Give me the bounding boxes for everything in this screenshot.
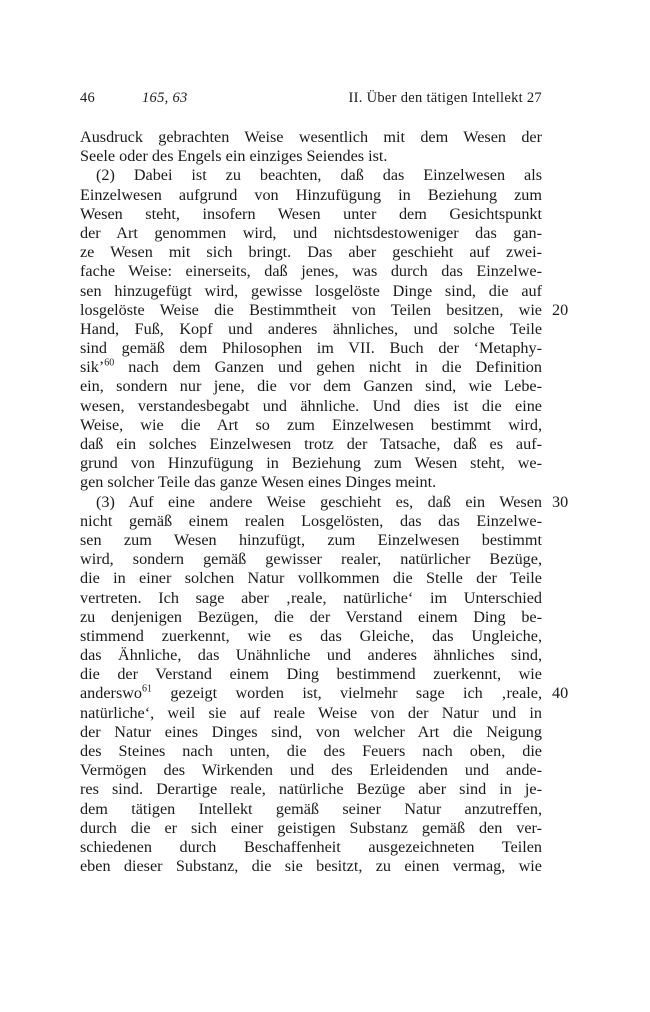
text-line — [80, 550, 542, 569]
text-line — [80, 761, 542, 780]
line-text-continuation: gezeigt worden ist, vielmehr sage ich ‚reale, — [152, 684, 542, 703]
text-line — [80, 205, 542, 224]
text-line — [80, 665, 542, 684]
margin-line-number: 30 — [552, 492, 569, 511]
line-text: schiedenen durch Beschaffenheit ausgezeichneten Teilen — [80, 837, 542, 856]
text-line — [80, 243, 542, 262]
line-text-continuation: nach dem Ganzen und gehen nicht in die Definition — [114, 358, 542, 377]
line-text: das Ähnliche, das Unähnliche und anderes ähnliches sind, — [80, 646, 542, 665]
text-line — [80, 473, 542, 492]
text-line — [80, 166, 542, 185]
line-text: sen hinzugefügt wird, gewisse losgelöste Dinge sind, die auf — [80, 281, 542, 300]
edition-reference: 165, 63 — [142, 90, 188, 106]
text-line — [80, 512, 542, 531]
line-text: durch die er sich einer geistigen Substanz gemäß den ver- — [80, 818, 542, 837]
running-header — [80, 90, 542, 112]
text-line — [80, 531, 542, 550]
line-text: anderswo — [80, 684, 143, 703]
text-line — [80, 684, 569, 703]
line-text: fache Weise: einerseits, daß jenes, was durch das Einzelwe- — [80, 262, 542, 281]
line-text: Vermögen des Wirkenden und des Erleidenden und ande- — [80, 761, 542, 780]
line-text: vertreten. Ich sage aber ‚reale, natürliche‘ im Unterschied — [80, 588, 542, 607]
line-text: daß ein solches Einzelwesen trotz der Tatsache, daß es auf- — [80, 435, 542, 453]
margin-line-number: 20 — [552, 300, 569, 319]
text-line — [80, 147, 542, 166]
text-line — [80, 569, 542, 588]
text-line — [80, 608, 542, 627]
footnote-marker: 60 — [104, 357, 115, 369]
text-line — [80, 723, 542, 742]
text-line — [80, 377, 542, 396]
text-line — [80, 224, 542, 243]
line-text: Einzelwesen aufgrund von Hinzufügung in Beziehung zum — [80, 185, 542, 204]
line-text: wesen, verstandesbegabt und ähnliche. Und dies ist die eine — [80, 396, 542, 415]
text-line — [80, 262, 542, 281]
text-line — [80, 589, 542, 608]
text-line — [80, 627, 542, 646]
line-text: der Art genommen wird, und nichtsdestoweniger das gan- — [80, 223, 542, 242]
line-text: eben dieser Substanz, die sie besitzt, zu einen vermag, wie — [80, 857, 542, 876]
line-text: res sind. Derartige reale, natürliche Bezüge aber sind in je- — [80, 780, 542, 799]
margin-line-number: 40 — [552, 684, 569, 703]
line-text: sind gemäß dem Philosophen im VII. Buch der ‘Metaphy- — [80, 339, 542, 358]
line-text: gen solcher Teile das ganze Wesen eines Dinges meint. — [80, 473, 437, 492]
text-line — [80, 742, 542, 761]
text-line — [80, 435, 542, 454]
text-line — [80, 819, 542, 838]
body-text — [80, 128, 569, 876]
text-line — [80, 704, 542, 723]
line-text: Ausdruck gebrachten Weise wesentlich mit dem Wesen der — [80, 128, 542, 146]
line-text: natürliche‘, weil sie auf reale Weise von der Natur und in — [80, 703, 542, 722]
text-line — [80, 282, 542, 301]
line-text: sik’ — [80, 358, 105, 377]
line-text: zu denjenigen Bezügen, die der Verstand einem Ding be- — [80, 607, 542, 626]
text-line — [80, 492, 569, 512]
line-text: Seele oder des Engels ein einziges Seiendes ist. — [80, 147, 388, 166]
text-line — [80, 800, 542, 819]
footnote-marker: 61 — [142, 684, 153, 696]
line-text: ze Wesen mit sich bringt. Das aber geschieht auf zwei- — [80, 243, 542, 262]
text-line — [80, 358, 542, 377]
text-line — [80, 397, 542, 416]
page-number: 46 — [80, 90, 96, 106]
line-text: stimmend zuerkennt, wie es das Gleiche, das Ungleiche, — [80, 626, 542, 645]
line-text: dem tätigen Intellekt gemäß seiner Natur anzutreffen, — [80, 799, 542, 818]
line-text: grund von Hinzufügung in Beziehung zum Wesen steht, we- — [80, 454, 542, 473]
text-line — [80, 320, 542, 339]
line-text: des Steines nach unten, die des Feuers nach oben, die — [80, 742, 542, 760]
chapter-title: II. Über den tätigen Intellekt 27 — [348, 90, 542, 106]
line-text: nicht gemäß einem realen Losgelösten, das das Einzelwe- — [80, 511, 542, 530]
text-line — [80, 339, 542, 358]
line-text: der Natur eines Dinges sind, von welcher Art die Neigung — [80, 722, 542, 741]
line-text: die in einer solchen Natur vollkommen die Stelle der Teile — [80, 569, 542, 588]
text-line — [80, 300, 569, 320]
line-text: ein, sondern nur jene, die vor dem Ganzen sind, wie Lebe- — [80, 377, 542, 396]
text-line — [80, 128, 542, 147]
line-text: Hand, Fuß, Kopf und anderes ähnliches, und solche Teile — [80, 319, 542, 338]
line-text: die der Verstand einem Ding bestimmend zuerkennt, wie — [80, 665, 542, 684]
text-line — [80, 780, 542, 799]
text-line — [80, 646, 542, 665]
line-text: Wesen steht, insofern Wesen unter dem Gesichtspunkt — [80, 204, 542, 223]
text-line — [80, 857, 542, 876]
text-line — [80, 454, 542, 473]
text-line — [80, 416, 542, 435]
line-text: wird, sondern gemäß gewisser realer, natürlicher Bezüge, — [80, 550, 542, 569]
text-line — [80, 838, 542, 857]
line-text: Weise, wie die Art so zum Einzelwesen bestimmt wird, — [80, 415, 542, 434]
line-text: (3) Auf eine andere Weise geschieht es, daß ein Wesen — [96, 492, 542, 511]
line-text: sen zum Wesen hinzufügt, zum Einzelwesen bestimmt — [80, 530, 542, 549]
line-text: (2) Dabei ist zu beachten, daß das Einzelwesen als — [96, 166, 542, 185]
text-line — [80, 186, 542, 205]
line-text: losgelöste Weise die Bestimmtheit von Teilen besitzen, wie — [80, 300, 542, 319]
